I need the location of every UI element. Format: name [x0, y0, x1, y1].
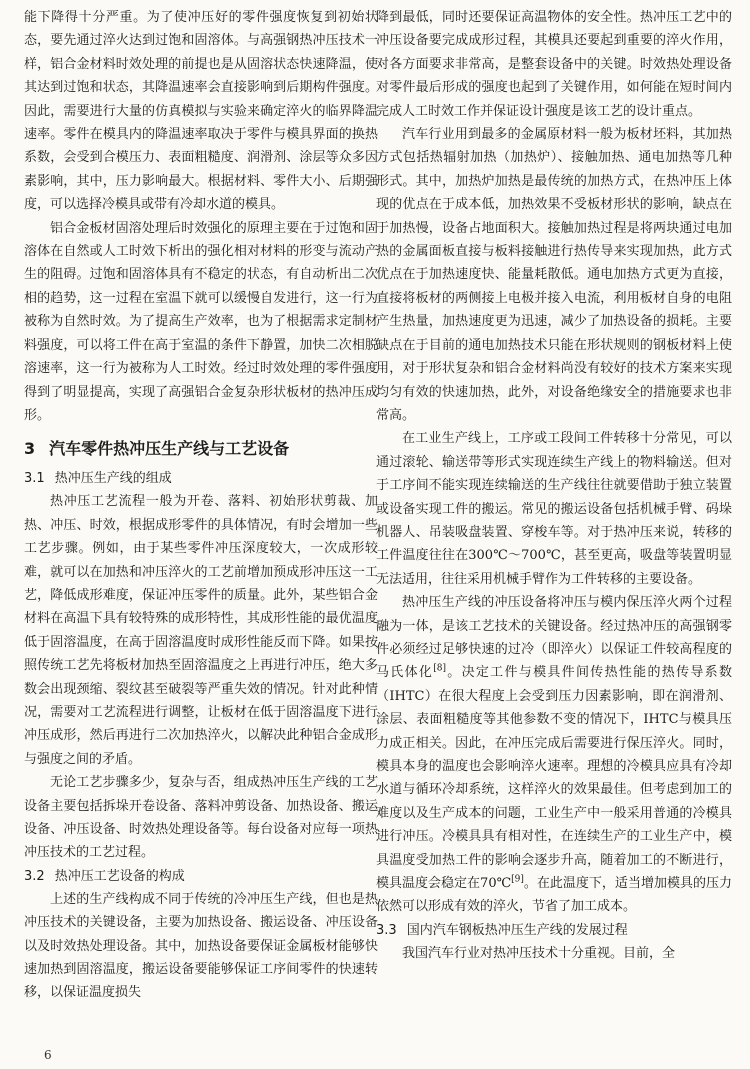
- section-3-1-heading: [24, 467, 378, 490]
- paragraph-transfer-equipment: 在工业生产线上，工序或工段间工件转移十分常见，可以通过滚轮、输送带等形式实现连续生产线上的物料输送。但对于工序间不能实现连续输送的生产线往往就要借助于独立装置或设备实现工件的搬运。常见的搬运设备包括机械手臂、码垛机器人、吊装吸盘装置、穿梭车等。对于热冲压来说，转移的工件温度往往在300℃～700℃，甚至更高，吸盘等装置明显无法适用，往往采用机械手臂作为工件转移的主要设备。: [376, 431, 732, 587]
- citation-8[interactable]: [8]: [433, 664, 446, 675]
- paragraph-intro-continued: 能下降得十分严重。为了使冲压好的零件强度恢复到初始状态，要先通过淬火达到过饱和固溶体。与高强钢热冲压技术一样，铝合金材料时效处理的前提也是从固溶状态快速降温，使其达到过饱和状态，其降温速率会直接影响到后期构件强度。因此，需要进行大量的仿真模拟与实验来确定淬火的临界降温速率。零件在模具内的降温速率取决于零件与模具界面的换热系数，会受到合模压力、表面粗糙度、润滑剂、涂层等众多因素影响，其中，压力影响最大。根据材料、零件大小、后期强度，可以选择冷模具或带有冷却水道的模具。: [24, 10, 378, 213]
- section-3-title: 汽车零件热冲压生产线与工艺设备: [49, 439, 290, 459]
- section-3-3-title: 国内汽车钢板热冲压生产线的发展过程: [406, 922, 628, 938]
- paragraph-continued: 降到最低，同时还要保证高温物体的安全性。热冲压工艺中的冲压设备要完成成形过程，其模具还要起到重要的淬火作用，对各方面要求非常高，是整套设备中的关键。时效热处理设备对零件最后形成的强度也起到了关键作用，如何能在短时间内完成人工时效工作并保证设计强度是该工艺的设计重点。: [376, 10, 732, 119]
- section-3-2-title: 热冲压工艺设备的构成: [54, 868, 185, 884]
- press-text-part-1: 热冲压生产线的冲压设备将冲压与模内保压淬火两个过程融为一体，是该工艺技术的关键设备。经过热冲压的高强钢零件必须经过足够快速的过冷（即淬火）以保证工件较高程度的马氏体化: [376, 595, 732, 681]
- section-3-1-number: 3.1: [24, 471, 45, 487]
- paragraph-aging-principle: 铝合金板材固溶处理后时效强化的原理主要在于过饱和固溶体在自然或人工时效下析出的强化相对材料的形变与流动产生的阻碍。过饱和固溶体具有不稳定的状态，有自动析出二次相的趋势，这一过程在室温下就可以缓慢自发进行，这一行为被称为自然时效。为了提高生产效率，也为了根据需求定制材料强度，可以将工件在高于室温的条件下静置，加快二次相脱溶速率，这一行为被称为人工时效。经过时效处理的零件强度得到了明显提高，实现了高强铝合金复杂形状板材的热冲压成形。: [24, 220, 378, 423]
- citation-9[interactable]: [9]: [511, 874, 524, 885]
- section-3-3-heading: [376, 919, 732, 942]
- paragraph-3-2-composition: 上述的生产线构成不同于传统的冷冲压生产线，但也是热冲压技术的关键设备，主要为加热设备、搬运设备、冲压设备以及时效热处理设备。其中，加热设备要保证金属板材能够快速加热到固溶温度，搬运设备要能够保证工序间零件的快速转移，以保证温度损失: [24, 891, 378, 1001]
- section-3-2-number: 3.2: [24, 868, 45, 884]
- press-text-part-2: 。决定工件与模具件间传热性能的热传导系数（IHTC）在很大程度上会受到压力因素影响，即在润滑剂、涂层、表面粗糙度等其他参数不变的情况下，IHTC与模具压力成正相关。因此，在冲压完成后需要进行保压淬火。同时，模具本身的温度也会影响淬火速率。理想的冷模具应具有冷却水道与循环冷却系统，这样淬火的效果最佳。但考虑到加工的难度以及生产成本的问题，工业生产中一般采用普通的冷模具进行冲压。冷模具具有相对性，在连续生产的工业生产中，模具温度受加热工件的影响会逐步升高，随着加工的不断进行，模具温度会稳定在70℃: [376, 665, 732, 892]
- paragraph-3-3-development: 我国汽车行业对热冲压技术十分重视。目前，全: [402, 945, 676, 961]
- right-column: [376, 6, 732, 965]
- paragraph-heating-methods: 汽车行业用到最多的金属原材料一般为板材坯料，其加热方式包括热辐射加热（加热炉）、接触加热、通电加热等几种形式。其中，加热炉加热是最传统的加热方式，在热冲压上体现的优点在于成本低，加热效果不受板材形状的影响，缺点在于加热慢，设备占地面积大。接触加热过程是将两块通过电加热的金属面板直接与板料接触进行热传导来实现加热，此方式优点在于加热速度快、能量耗散低。通电加热方式更为直接，直接将板材的两侧接上电极并接入电流，利用板材自身的电阻产生热量，加热速度更为迅速，减少了加热设备的损耗。主要缺点在于目前的通电加热技术只能在形状规则的钢板材料上使用，对于形状复杂和铝合金材料尚没有较好的技术方案来实现均匀有效的快速加热，此外，对设备绝缘安全的措施要求也非常高。: [376, 127, 732, 423]
- paragraph-3-1-equipment: 无论工艺步骤多少，复杂与否，组成热冲压生产线的工艺设备主要包括拆垛开卷设备、落料冲剪设备、加热设备、搬运设备、冲压设备、时效热处理设备等。每台设备对应每一项热冲压技术的工艺过程。: [24, 775, 378, 861]
- section-3-heading: [24, 437, 378, 461]
- left-column: [24, 6, 378, 1005]
- press-text-part-3: 。在此温度下，适当增加模具的压力依然可以形成有效的淬火，节省了加工成本。: [376, 876, 732, 915]
- section-3-2-heading: [24, 865, 378, 888]
- paragraph-3-1-process-flow: 热冲压工艺流程一般为开卷、落料、初始形状剪裁、加热、冲压、时效，根据成形零件的具体情况，有时会增加一些工艺步骤。例如，由于某些零件冲压深度较大，一次成形较难，就可以在加热和冲压淬火的工艺前增加预成形冲压这一工艺，降低成形难度，保证冲压零件的质量。此外，某些铝合金材料在高温下具有较特殊的成形特性，其成形性能的最优温度低于固溶温度，在高于固溶温度时成形性能反而下降。如果按照传统工艺先将板材加热至固溶温度之上再进行冲压，绝大多数会出现颈缩、裂纹甚至破裂等严重失效的情况。针对此种情况，需要对工艺流程进行调整，让板材在低于固溶温度下进行冲压成形，然后再进行二次加热淬火，以解决此种铝合金成形与强度之间的矛盾。: [24, 494, 378, 767]
- section-3-1-title: 热冲压生产线的组成: [54, 471, 172, 487]
- section-3-3-number: 3.3: [376, 922, 397, 938]
- page-number: 6: [44, 1048, 52, 1062]
- section-3-number: 3: [24, 439, 36, 459]
- paragraph-press-equipment: [376, 591, 732, 919]
